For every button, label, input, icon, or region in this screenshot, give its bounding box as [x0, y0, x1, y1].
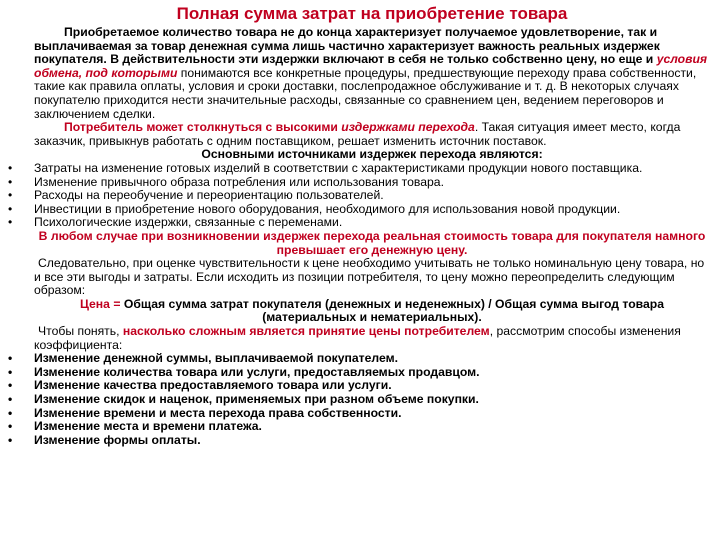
list-item: • Изменение количества товара или услуги, предоставляемых продавцом.: [34, 366, 710, 380]
list-item: • Расходы на переобучение и переориентацию пользователей.: [34, 189, 710, 203]
sources-list: [34, 162, 710, 230]
formula-equals: =: [109, 296, 124, 311]
list-item: • Изменение времени и места перехода права собственности.: [34, 407, 710, 421]
coefficient-tail: , рассмотрим способы изменения коэффициента:: [34, 324, 681, 352]
conclusion-text: В любом случае при возникновении издержек перехода реальная стоимость товара для покупателя намного превышает его денежную цену.: [38, 228, 706, 257]
slide-body: [34, 26, 710, 447]
list-item: • Изменение места и времени платежа.: [34, 420, 710, 434]
coefficient-paragraph: [34, 325, 710, 352]
page-title: Полная сумма затрат на приобретение товара: [176, 4, 568, 23]
list-item: • Изменение формы оплаты.: [34, 434, 710, 448]
formula-text: Общая сумма затрат покупателя (денежных и неденежных) / Общая сумма выгод товара (материальных и нематериальных).: [123, 296, 665, 325]
intro-highlight: условия обмена, под которыми: [34, 52, 708, 80]
list-item: • Изменение скидок и наценок, применяемых при разном объеме покупки.: [34, 393, 710, 407]
transition-costs-paragraph: [34, 121, 710, 148]
list-item: • Затраты на изменение готовых изделий в соответствии с характеристиками продукции нового поставщика.: [34, 162, 710, 176]
intro-paragraph: [34, 26, 710, 121]
coefficient-highlight: насколько сложным является принятие цены потребителем: [122, 324, 490, 339]
intro-text: Приобретаемое количество товара не до конца характеризует получаемое удовлетворение, так и выплачиваемая за товар денежная сумма лишь частично характеризует важность реальных издержек покупателя. В действительности эти издержки включают в себя не только собственно цену, но еще и: [34, 25, 660, 67]
list-item: • Инвестиции в приобретение нового оборудования, необходимого для использования новой продукции.: [34, 203, 710, 217]
transition-highlight: издержками перехода: [341, 120, 475, 135]
formula-label: Цена: [79, 296, 110, 311]
coefficient-lead: Чтобы понять,: [38, 324, 123, 339]
transition-tail: . Такая ситуация имеет место, когда заказчик, привыкнув работать с одним поставщиком, решает изменить источник поставок.: [34, 120, 681, 148]
transition-lead: Потребитель может столкнуться с высокими: [64, 120, 342, 135]
list-item: • Психологические издержки, связанные с переменами.: [34, 216, 710, 230]
intro-text-continued: понимаются все конкретные процедуры, предшествующие переходу права собственности, такие как правила оплаты, условия и сроки доставки, послепродажное обслуживание и т. д. В некоторых случаях покупателю приходится нести значительные расходы, связанные со сравнением цен, ведением переговоров и заключением сделки.: [34, 65, 697, 121]
sources-heading: Основными источниками издержек перехода являются:: [201, 147, 543, 162]
list-item: • Изменение привычного образа потребления или использования товара.: [34, 176, 710, 190]
list-item: • Изменение качества предоставляемого товара или услуги.: [34, 379, 710, 393]
list-item: • Изменение денежной суммы, выплачиваемой покупателем.: [34, 352, 710, 366]
ways-list: [34, 352, 710, 447]
price-formula: [34, 298, 710, 325]
price-sensitivity-paragraph: Следовательно, при оценке чувствительности к цене необходимо учитывать не только номинальную цену товара, но и все эти выгоды и затраты. Если исходить из позиции потребителя, то цену можно переопределить следующим образом:: [34, 256, 705, 298]
